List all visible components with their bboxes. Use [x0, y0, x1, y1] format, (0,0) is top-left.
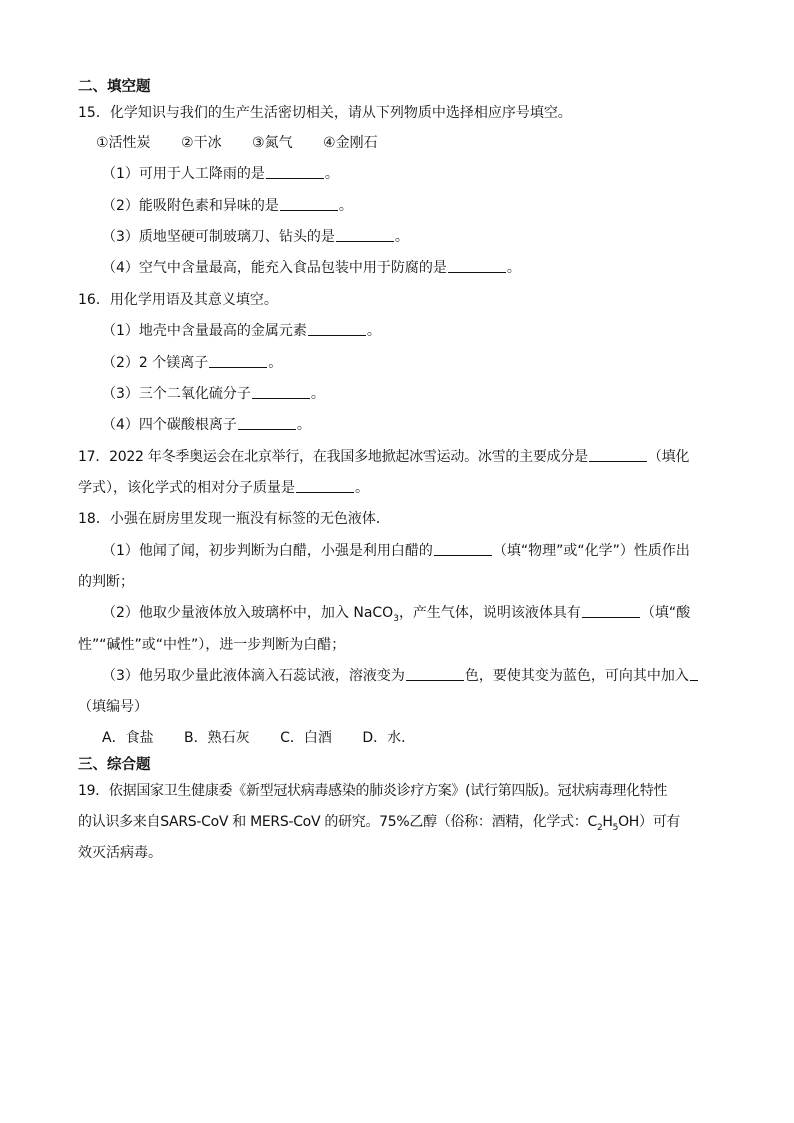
- question-16-stem: 16．用化学用语及其意义填空。: [78, 292, 278, 308]
- answer-blank[interactable]: [308, 322, 366, 336]
- question-16-part-2: （2）2 个镁离子 。: [102, 355, 283, 371]
- question-16-part-4: （4）四个碳酸根离子 。: [102, 417, 311, 433]
- question-18-part-2: （2）他取少量液体放入玻璃杯中，加入 NaCO$_3$，产生气体，说明该液体具有 （填“酸: [102, 605, 691, 624]
- question-18-choices: [102, 729, 441, 747]
- question-19-line-3: 效灭活病毒。: [78, 845, 162, 861]
- section-heading-fill-in: 二、填空题: [78, 79, 151, 95]
- question-16-part-3: （3）三个二氧化硫分子 。: [102, 386, 325, 402]
- answer-blank[interactable]: [434, 542, 492, 556]
- question-15-options: [96, 134, 404, 152]
- question-18-part-3-cont: （填编号）: [78, 699, 148, 715]
- question-18-stem: 18．小强在厨房里发现一瓶没有标签的无色液体．: [78, 511, 390, 527]
- answer-blank[interactable]: [690, 667, 698, 681]
- question-19-line-1: 19．依据国家卫生健康委《新型冠状病毒感染的肺炎诊疗方案》(试行第四版)。冠状病毒理化特性: [78, 783, 668, 799]
- section-heading-comprehensive: 三、综合题: [78, 757, 151, 773]
- option-2: ②干冰: [181, 135, 222, 151]
- question-15-part-2: （2）能吸附色素和异味的是 。: [102, 198, 353, 214]
- choice-a: A．食盐: [102, 730, 154, 746]
- answer-blank[interactable]: [280, 197, 338, 211]
- question-15-part-1: （1）可用于人工降雨的是 。: [102, 166, 339, 182]
- answer-blank[interactable]: [252, 385, 310, 399]
- answer-blank[interactable]: [406, 667, 464, 681]
- question-18-part-2-cont: 性”“碱性”或“中性”），进一步判断为白醋；: [78, 637, 346, 653]
- question-17-line-1: 17．2022 年冬季奥运会在北京举行，在我国多地掀起冰雪运动。冰雪的主要成分是 （填化: [78, 449, 690, 465]
- choice-d: D．水．: [362, 730, 416, 746]
- answer-blank[interactable]: [448, 259, 506, 273]
- question-16-part-1: （1）地壳中含量最高的金属元素 。: [102, 323, 381, 339]
- option-1: ①活性炭: [96, 135, 151, 151]
- question-15-part-4: （4）空气中含量最高，能充入食品包装中用于防腐的是 。: [102, 260, 521, 276]
- question-15-part-3: （3）质地坚硬可制玻璃刀、钻头的是 。: [102, 229, 409, 245]
- answer-blank[interactable]: [238, 416, 296, 430]
- option-4: ④金刚石: [323, 135, 378, 151]
- question-18-part-1-cont: 的判断；: [78, 574, 134, 590]
- question-17-line-2: 学式），该化学式的相对分子质量是 。: [78, 480, 369, 496]
- answer-blank[interactable]: [589, 448, 647, 462]
- question-15-stem: 15．化学知识与我们的生产生活密切相关，请从下列物质中选择相应序号填空。: [78, 105, 572, 121]
- answer-blank[interactable]: [209, 354, 267, 368]
- choice-c: C．白酒: [280, 730, 332, 746]
- answer-blank[interactable]: [266, 165, 324, 179]
- answer-blank[interactable]: [336, 228, 394, 242]
- question-19-line-2: 的认识多来自SARS-CoV 和 MERS-CoV 的研究。75%乙醇（俗称：酒精，化学式：$C_2H_5OH$）可有: [78, 814, 681, 833]
- option-3: ③氮气: [252, 135, 293, 151]
- choice-b: B．熟石灰: [184, 730, 250, 746]
- answer-blank[interactable]: [582, 604, 640, 618]
- answer-blank[interactable]: [296, 479, 354, 493]
- question-18-part-3: （3）他另取少量此液体滴入石蕊试液，溶液变为 色，要使其变为蓝色，可向其中加入: [102, 667, 699, 685]
- question-18-part-1: （1）他闻了闻，初步判断为白醋，小强是利用白醋的 （填“物理”或“化学”）性质作出: [102, 543, 690, 559]
